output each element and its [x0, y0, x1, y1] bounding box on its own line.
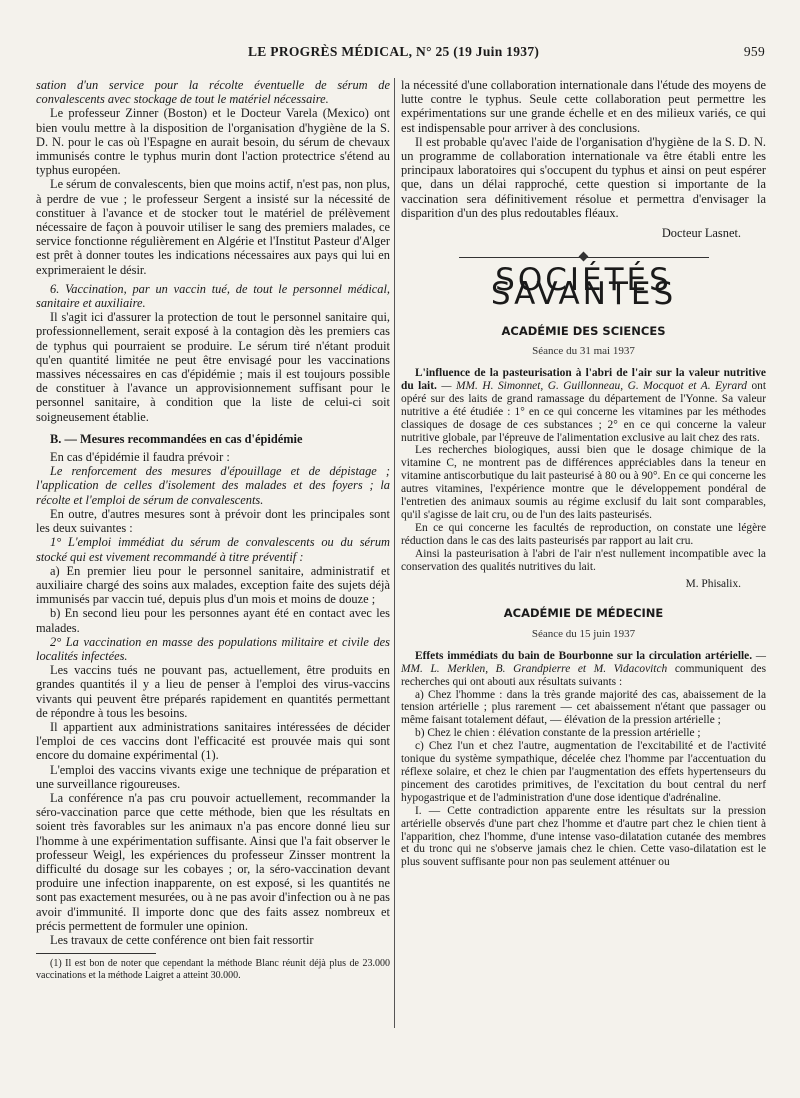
paragraph-personnel-protection: Il s'agit ici d'assurer la protection de tout le personnel sanitaire qui, professionnellement, serait exposé à la contagion dès les premiers cas de typhus qui pourraient se produire. Le sérum tiré n'étant produit qu'en quantité limitée ne peut être envisagé pour les vaccinations massives nécessaires en cas d'épidémie ; mais il est toujours possible de constituer à l'avance un approvisionnement suffisant pour le personnel sanitaire, à condition que la liste de celui-ci soit soigneusement établie.: [36, 310, 390, 424]
paragraph-sero-vaccination: La conférence n'a pas cru pouvoir actuellement, recommander la séro-vaccination parce que cette méthode, bien que les résultats en soient très favorables sur les animaux n'a pas encore donné lieu sur l'homme à une expérimentation suffisante. Ainsi que l'a fait observer le professeur Weigl, les expériences du professeur Zinsser montrent la difficulté du dosage sur les cobayes ; or, la séro-vaccination devant produire une infection inapparente, on est exposé, si les quantités ne sont pas exactement mesurées, ou à ne pas avoir d'infection ou à ne pas avoir d'immunité. Il importe donc que des faits assez nombreux et précis permettent de formuler une opinion.: [36, 790, 390, 933]
article-1-authors: — MM. H. Simonnet, G. Guillonneau, G. Mocquot et A. Eyrard: [441, 379, 747, 392]
paragraph-killed-vaccines: Les vaccins tués ne pouvant pas, actuellement, être produits en grandes quantités il y a lieu de penser à l'emploi des virus-vaccins vivants qui peuvent être préparés rapidement en quantités permettant de répondre à tous les besoins.: [36, 663, 390, 720]
article-2-text: communiquent des recherches qui ont abouti aux résultats suivants :: [401, 662, 766, 688]
journal-title: LE PROGRÈS MÉDICAL, N° 25 (19 Juin 1937): [248, 44, 540, 59]
article-2-point-b: b) Chez le chien : élévation constante de la pression artérielle ;: [415, 727, 701, 740]
academie-sciences-heading: ACADÉMIE DES SCIENCES: [501, 323, 666, 338]
academie-medecine-heading: ACADÉMIE DE MÉDECINE: [503, 606, 664, 621]
seance-date-1: Séance du 31 mai 1937: [532, 344, 635, 357]
column-divider: [394, 78, 395, 1028]
paragraph-immediate-serum: 1° L'emploi immédiat du sérum de convalescents ou du sérum stocké qui est vivement recommandé à titre préventif :: [36, 535, 390, 564]
article-2-paragraph-2: I. — Cette contradiction apparente entre les résultats sur la pression artérielle observés d'une part chez l'homme et d'autre part chez le chien tient à l'apparition, chez l'homme, d'une intense vaso-dilatation cutanée des membres et du tronc qui ne s'observe jamais chez le chien. Cette vaso-dilatation est le plus souvent suffisante pour non pas seulement atténuer ou: [401, 804, 766, 869]
signature-lasnet: Docteur Lasnet.: [661, 226, 741, 241]
paragraph-administrations: Il appartient aux administrations sanitaires intéressées de décider l'emploi de ces vaccins dont l'efficacité est prouvée mais qui sont encore du domaine expérimental (1).: [36, 719, 390, 763]
paragraph-collaboration: la nécessité d'une collaboration internationale dans l'étude des moyens de lutte contre le typhus. Seule cette collaboration peut permettre les expérimentations sur une grande échelle et en des milieux variés, ce qui est indispensable pour arriver à des conclusions.: [401, 78, 766, 135]
paragraph-point-b: b) En second lieu pour les personnes ayant été en contact avec les malades.: [36, 606, 390, 635]
article-1-text: ont opéré sur des laits de grand ramassage du département de l'Yonne. Sa valeur nutritive a été étudiée : 1° en ce qui concerne les vitamines par les méthodes classiques de dosage de ces substances ; 2° en ce qui concerne la valeur nutritive globale, par l'épreuve de l'alimentation exclusive au lait chez des rats.: [401, 379, 767, 444]
heading-vaccination: 6. Vaccination, par un vaccin tué, de tout le personnel médical, sanitaire et auxiliaire.: [36, 281, 390, 311]
paragraph-live-vaccines: L'emploi des vaccins vivants exige une technique de préparation et une surveillance rigoureuses.: [36, 762, 390, 791]
article-1-paragraph-4: Ainsi la pasteurisation à l'abri de l'air n'est nullement incompatible avec la conservation des qualités nutritives du lait.: [401, 547, 766, 573]
footnote-rule: [36, 953, 156, 954]
paragraph-reinforcement: Le renforcement des mesures d'épouillage et de dépistage ; l'application de celles d'isolement des malades et des foyers ; la récolte et l'emploi de sérum de convalescents.: [36, 464, 390, 507]
paragraph-epidemic-measures: En cas d'épidémie il faudra prévoir :: [50, 450, 230, 465]
article-2-point-c: c) Chez l'un et chez l'autre, augmentation de l'excitabilité et de l'activité tonique du système sympathique, décelée chez l'homme par l'accentuation du réflexe solaire, et chez le chien par l'augmentation des effets hypertenseurs du pincement des carotides primitives, de l'excitation du bout central du nerf hypogastrique et de l'administration d'une dose identique d'adrénaline.: [401, 740, 766, 804]
paragraph-other-measures: En outre, d'autres mesures sont à prévoir dont les principales sont les deux suivantes :: [36, 506, 390, 536]
paragraph-point-a: a) En premier lieu pour le personnel sanitaire, administratif et auxiliaire chargé des soins aux malades, exception faite des sujets déjà immunisés par vaccin tué, depuis plus d'un mois et moins de douze ;: [36, 563, 390, 607]
paragraph-conference-work: Les travaux de cette conférence ont bien fait ressortir: [50, 932, 314, 947]
left-column: [36, 78, 390, 982]
paragraph-mass-vaccination: 2° La vaccination en masse des populations militaire et civile des localités infectées.: [36, 634, 390, 663]
article-2-point-a: a) Chez l'homme : dans la très grande majorité des cas, abaissement de la tension artérielle ; plus rarement — cet abaissement n'étant que passager ou même faisant totalement défaut, — élévation de la pression artérielle ;: [401, 688, 766, 727]
section-heading-b: B. — Mesures recommandées en cas d'épidémie: [50, 431, 303, 446]
seance-date-2: Séance du 15 juin 1937: [531, 627, 636, 640]
article-1-paragraph-2: Les recherches biologiques, aussi bien que le dosage chimique de la vitamine C, ne montrent pas de différences appréciables dans la teneur en vitamine antiscorbutique du lait pasteurisé à 80 ou à 90°. En ce qui concerne les autres vitamines, l'expérience montre que le développement pondéral de l'entretien des animaux soumis au régime exclusif du lait sont comparables, qu'il s'agisse de lait cru, ou de l'un des laits pasteurisés.: [401, 444, 766, 522]
paragraph-serum-stock: sation d'un service pour la récolte éventuelle de sérum de convalescents avec stockage de tout le matériel nécessaire.: [36, 78, 390, 107]
section-title: SOCIÉTÉS SAVANTES: [490, 262, 677, 313]
page-number: 959: [743, 44, 765, 59]
article-1-paragraph-3: En ce qui concerne les facultés de reproduction, on constate une légère réduction dans le cas des laits pasteurisés par rapport au lait cru.: [401, 521, 766, 547]
right-column: [401, 78, 766, 869]
ornament-divider: [459, 253, 709, 263]
paragraph-convalescent-serum: Le sérum de convalescents, bien que moins actif, n'est pas, non plus, à perdre de vue ; le professeur Sergent a insisté sur la nécessité de constituer à l'avance et de stocker tout le matériel de prélèvement nécessaire de façon à pouvoir utiliser le sang des premiers malades, ce service fonctionne régulièrement en Algérie et l'Institut Pasteur d'Alger est prêt à donner toutes les indications nécessaires aux pays qui lui en exprimeraient le désir.: [36, 177, 390, 277]
article-1-title: L'influence de la pasteurisation à l'abri de l'air sur la valeur nutritive du lait.: [401, 367, 766, 392]
running-header: [38, 44, 765, 64]
paragraph-zinner: Le professeur Zinner (Boston) et le Docteur Varela (Mexico) ont bien voulu mettre à la disposition de l'organisation d'hygiène de la S. D. N. pour le cas où l'Espagne en aurait besoin, du sérum de chevaux immunisés contre le typhus murin dont l'action protectrice s'étend au typhus européen.: [36, 106, 390, 178]
paragraph-sdn-program: Il est probable qu'avec l'aide de l'organisation d'hygiène de la S. D. N. un programme de collaboration internationale va être établi entre les principaux laboratoires qui s'occupent du typhus et ainsi on peut espérer que, dans un délai rapproché, cette question si importante de la vaccination sera définitivement résolue et permettra d'envisager la disparition d'un des plus redoutables fléaux.: [401, 134, 766, 220]
article-2-title: Effets immédiats du bain de Bourbonne sur la circulation artérielle.: [415, 649, 753, 662]
footnote: (1) Il est bon de noter que cependant la méthode Blanc réunit déjà plus de 23.000 vaccinations et la méthode Laigret a atteint 30.000.: [36, 958, 390, 981]
article-2-authors: — MM. L. Merklen, B. Grandpierre et M. Vidacovitch: [401, 649, 766, 675]
signature-phisalix: M. Phisalix.: [685, 577, 741, 590]
